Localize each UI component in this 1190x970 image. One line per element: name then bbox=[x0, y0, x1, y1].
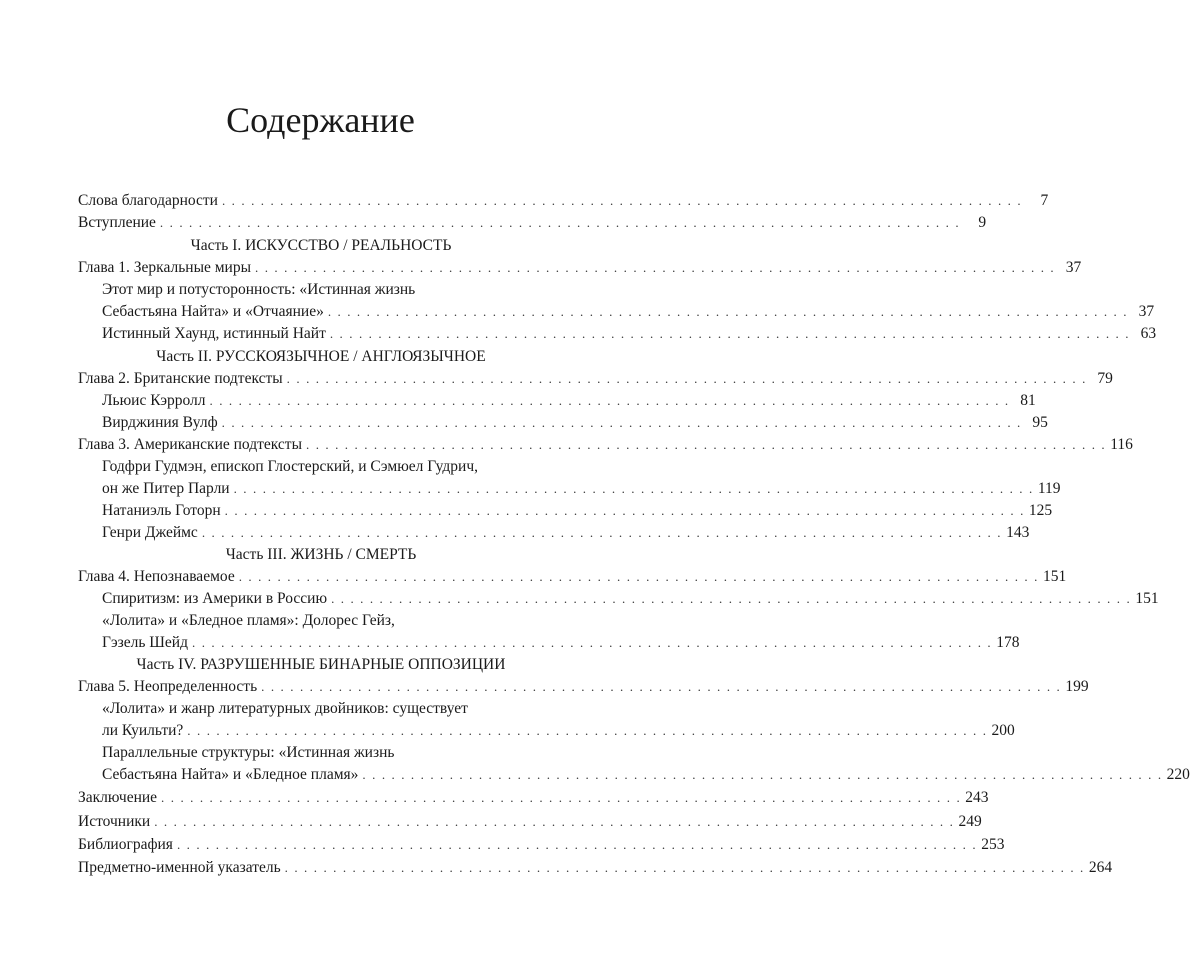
dot-leader: . . . . . . . . . . . . . . . . . . . . . . . . . . . . . . . . . . . . . . . . . . . . . . . . . . . . . . . . . . . . . . . . . . . . . . . . . . . . . . . . . . . bbox=[221, 193, 1023, 208]
dot-leader: . . . . . . . . . . . . . . . . . . . . . . . . . . . . . . . . . . . . . . . . . . . . . . . . . . . . . . . . . . . . . . . . . . . . . . . . . . . . . . . . . . . bbox=[176, 837, 978, 852]
toc-page-number: 9 bbox=[978, 214, 987, 231]
toc-entry-title: Себастьяна Найта» и «Бледное пламя» bbox=[102, 766, 359, 783]
toc-page-number: 79 bbox=[1097, 370, 1113, 387]
toc-entry-continuation: Параллельные структуры: «Истинная жизнь bbox=[102, 744, 395, 761]
toc-page-number: 37 bbox=[1065, 259, 1082, 276]
dot-leader: . . . . . . . . . . . . . . . . . . . . . . . . . . . . . . . . . . . . . . . . . . . . . . . . . . . . . . . . . . . . . . . . . . . . . . . . . . . . . . . . . . . bbox=[306, 437, 1107, 452]
dot-leader: . . . . . . . . . . . . . . . . . . . . . . . . . . . . . . . . . . . . . . . . . . . . . . . . . . . . . . . . . . . . . . . . . . . . . . . . . . . . . . . . . . . bbox=[233, 481, 1034, 496]
toc-entry-title: ли Куильти? bbox=[102, 722, 184, 739]
toc-entry bbox=[78, 566, 1067, 588]
toc-entry-title: Глава 5. Неопределенность bbox=[78, 678, 258, 695]
toc-page-number: 200 bbox=[991, 722, 1015, 739]
toc-page-number: 119 bbox=[1037, 480, 1061, 497]
toc-page-number: 37 bbox=[1138, 303, 1155, 320]
dot-leader: . . . . . . . . . . . . . . . . . . . . . . . . . . . . . . . . . . . . . . . . . . . . . . . . . . . . . . . . . . . . . . . . . . . . . . . . . . . . . . . . . . . bbox=[221, 415, 1022, 430]
toc-entry-title: Глава 1. Зеркальные миры bbox=[78, 259, 252, 276]
dot-leader: . . . . . . . . . . . . . . . . . . . . . . . . . . . . . . . . . . . . . . . . . . . . . . . . . . . . . . . . . . . . . . . . . . . . . . . . . . . . . . . . . . . bbox=[331, 591, 1132, 606]
toc-entry-title: Натаниэль Готорн bbox=[102, 502, 221, 519]
toc-entry-title: Вступление bbox=[78, 214, 156, 231]
toc-page-number: 7 bbox=[1040, 192, 1049, 209]
toc-entry-continuation: «Лолита» и «Бледное пламя»: Долорес Гейз, bbox=[102, 612, 395, 629]
toc-entry bbox=[78, 787, 989, 809]
toc-entry bbox=[78, 522, 1030, 544]
toc-page-number: 243 bbox=[965, 789, 989, 806]
part-heading: Часть I. ИСКУССТВО / РЕАЛЬНОСТЬ bbox=[190, 237, 452, 254]
toc-entry-title: Слова благодарности bbox=[78, 192, 218, 209]
toc-entry bbox=[78, 500, 1053, 522]
toc-entry bbox=[78, 588, 1159, 610]
toc-entry-title: Генри Джеймс bbox=[102, 524, 198, 541]
dot-leader: . . . . . . . . . . . . . . . . . . . . . . . . . . . . . . . . . . . . . . . . . . . . . . . . . . . . . . . . . . . . . . . . . . . . . . . . . . . . . . . . . . . bbox=[161, 790, 962, 805]
part-heading: Часть IV. РАЗРУШЕННЫЕ БИНАРНЫЕ ОППОЗИЦИИ bbox=[136, 656, 506, 673]
dot-leader: . . . . . . . . . . . . . . . . . . . . . . . . . . . . . . . . . . . . . . . . . . . . . . . . . . . . . . . . . . . . . . . . . . . . . . . . . . . . . . . . . . . bbox=[238, 569, 1039, 584]
page-title: Содержание bbox=[226, 100, 415, 140]
toc-entry-title: Себастьяна Найта» и «Отчаяние» bbox=[102, 303, 324, 320]
dot-leader: . . . . . . . . . . . . . . . . . . . . . . . . . . . . . . . . . . . . . . . . . . . . . . . . . . . . . . . . . . . . . . . . . . . . . . . . . . . . . . . . . . . bbox=[187, 723, 988, 738]
toc-entry-title: Вирджиния Вулф bbox=[102, 414, 218, 431]
toc-entry bbox=[78, 857, 1113, 879]
dot-leader: . . . . . . . . . . . . . . . . . . . . . . . . . . . . . . . . . . . . . . . . . . . . . . . . . . . . . . . . . . . . . . . . . . . . . . . . . . . . . . . . . . . bbox=[261, 679, 1062, 694]
dot-leader: . . . . . . . . . . . . . . . . . . . . . . . . . . . . . . . . . . . . . . . . . . . . . . . . . . . . . . . . . . . . . . . . . . . . . . . . . . . . . . . . . . . bbox=[192, 635, 993, 650]
toc-entry bbox=[78, 434, 1133, 456]
dot-leader: . . . . . . . . . . . . . . . . . . . . . . . . . . . . . . . . . . . . . . . . . . . . . . . . . . . . . . . . . . . . . . . . . . . . . . . . . . . . . . . . . . . bbox=[362, 767, 1163, 782]
toc-page-number: 253 bbox=[981, 836, 1005, 853]
toc-entry-title: Библиография bbox=[78, 836, 173, 853]
toc-entry bbox=[78, 190, 1049, 212]
toc-page-number: 151 bbox=[1135, 590, 1159, 607]
toc-page-number: 95 bbox=[1032, 414, 1048, 431]
dot-leader: . . . . . . . . . . . . . . . . . . . . . . . . . . . . . . . . . . . . . . . . . . . . . . . . . . . . . . . . . . . . . . . . . . . . . . . . . . . . . . . . . . . bbox=[224, 503, 1025, 518]
toc-entry-title: Источники bbox=[78, 813, 151, 830]
toc-page-number: 125 bbox=[1028, 502, 1053, 519]
part-heading: Часть III. ЖИЗНЬ / СМЕРТЬ bbox=[225, 546, 417, 563]
toc-page-number: 264 bbox=[1088, 859, 1113, 876]
dot-leader: . . . . . . . . . . . . . . . . . . . . . . . . . . . . . . . . . . . . . . . . . . . . . . . . . . . . . . . . . . . . . . . . . . . . . . . . . . . . . . . . . . . bbox=[201, 525, 1003, 540]
toc-entry-title: Истинный Хаунд, истинный Найт bbox=[102, 325, 326, 342]
toc-entry-title: Льюис Кэрролл bbox=[102, 392, 206, 409]
toc-entry-title: Глава 4. Непознаваемое bbox=[78, 568, 235, 585]
toc-page-number: 178 bbox=[996, 634, 1020, 651]
dot-leader: . . . . . . . . . . . . . . . . . . . . . . . . . . . . . . . . . . . . . . . . . . . . . . . . . . . . . . . . . . . . . . . . . . . . . . . . . . . . . . . . . . . bbox=[286, 371, 1087, 386]
toc-entry bbox=[78, 632, 1020, 654]
toc-page-number: 249 bbox=[958, 813, 982, 830]
toc-page-number: 81 bbox=[1020, 392, 1036, 409]
dot-leader: . . . . . . . . . . . . . . . . . . . . . . . . . . . . . . . . . . . . . . . . . . . . . . . . . . . . . . . . . . . . . . . . . . . . . . . . . . . . . . . . . . . bbox=[255, 260, 1056, 275]
part-heading: Часть II. РУССКОЯЗЫЧНОЕ / АНГЛОЯЗЫЧНОЕ bbox=[156, 348, 486, 365]
toc-entry-title: Спиритизм: из Америки в Россию bbox=[102, 590, 328, 607]
toc-entry bbox=[78, 368, 1113, 390]
toc-entry-continuation: Годфри Гудмэн, епископ Глостерский, и Сэмюел Гудрич, bbox=[102, 458, 479, 475]
toc-page-number: 220 bbox=[1166, 766, 1190, 783]
dot-leader: . . . . . . . . . . . . . . . . . . . . . . . . . . . . . . . . . . . . . . . . . . . . . . . . . . . . . . . . . . . . . . . . . . . . . . . . . . . . . . . . . . . bbox=[284, 860, 1085, 875]
toc-entry bbox=[78, 212, 987, 234]
toc-entry bbox=[78, 301, 1155, 323]
toc-entry-title: Глава 2. Британские подтексты bbox=[78, 370, 283, 387]
toc-entry bbox=[78, 478, 1061, 500]
toc-entry bbox=[78, 412, 1048, 434]
toc-entry bbox=[78, 720, 1015, 742]
dot-leader: . . . . . . . . . . . . . . . . . . . . . . . . . . . . . . . . . . . . . . . . . . . . . . . . . . . . . . . . . . . . . . . . . . . . . . . . . . . . . . . . . . . bbox=[209, 393, 1010, 408]
dot-leader: . . . . . . . . . . . . . . . . . . . . . . . . . . . . . . . . . . . . . . . . . . . . . . . . . . . . . . . . . . . . . . . . . . . . . . . . . . . . . . . . . . . bbox=[154, 814, 955, 829]
toc-page-number: 143 bbox=[1006, 524, 1030, 541]
toc-entry bbox=[78, 764, 1190, 786]
toc-entry-title: Глава 3. Американские подтексты bbox=[78, 436, 302, 453]
toc-entry bbox=[78, 390, 1036, 412]
toc-entry bbox=[78, 834, 1005, 856]
toc-entry-title: Заключение bbox=[78, 789, 158, 806]
dot-leader: . . . . . . . . . . . . . . . . . . . . . . . . . . . . . . . . . . . . . . . . . . . . . . . . . . . . . . . . . . . . . . . . . . . . . . . . . . . . . . . . . . . bbox=[159, 215, 961, 230]
dot-leader: . . . . . . . . . . . . . . . . . . . . . . . . . . . . . . . . . . . . . . . . . . . . . . . . . . . . . . . . . . . . . . . . . . . . . . . . . . . . . . . . . . . bbox=[329, 326, 1131, 341]
toc-entry-title: он же Питер Парли bbox=[102, 480, 230, 497]
toc-entry bbox=[78, 811, 982, 833]
dot-leader: . . . . . . . . . . . . . . . . . . . . . . . . . . . . . . . . . . . . . . . . . . . . . . . . . . . . . . . . . . . . . . . . . . . . . . . . . . . . . . . . . . . bbox=[327, 304, 1129, 319]
toc-page-number: 151 bbox=[1042, 568, 1067, 585]
toc-page-number: 63 bbox=[1140, 325, 1157, 342]
toc-entry-continuation: Этот мир и потусторонность: «Истинная жизнь bbox=[102, 281, 416, 298]
toc-entry-title: Гэзель Шейд bbox=[102, 634, 188, 651]
toc-page-number: 199 bbox=[1065, 678, 1089, 695]
toc-entry bbox=[78, 676, 1089, 698]
toc-entry-title: Предметно-именной указатель bbox=[78, 859, 281, 876]
toc-entry bbox=[78, 257, 1082, 279]
toc-entry-continuation: «Лолита» и жанр литературных двойников: существует bbox=[102, 700, 468, 717]
toc-entry bbox=[78, 323, 1157, 345]
toc-page-number: 116 bbox=[1110, 436, 1133, 453]
